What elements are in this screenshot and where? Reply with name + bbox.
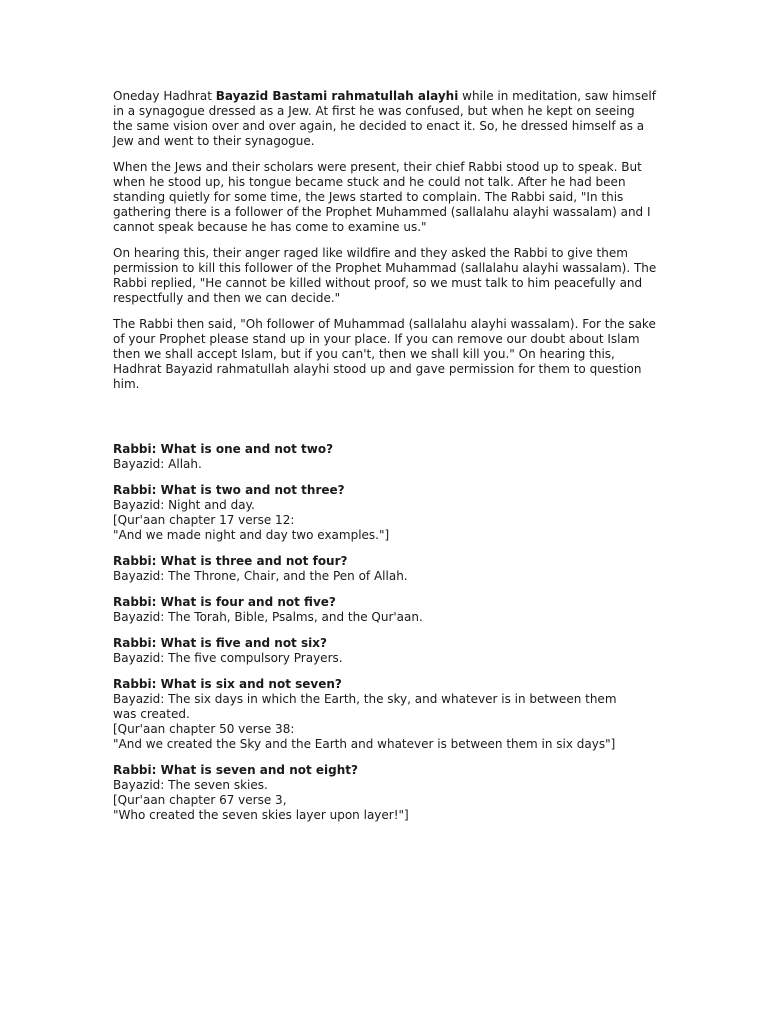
quran-quote: "And we created the Sky and the Earth and whatever is between them in six days"] [113, 737, 616, 751]
intro-paragraph-4: The Rabbi then said, "Oh follower of Muhammad (sallalahu alayhi wassalam). For the sake of your Prophet please stand up in your place. If you can remove our doubt about Islam then we shall accept Islam, but if you can't, then we shall kill you." On hearing this, Hadhrat Bayazid rahmatullah alayhi stood up and gave permission for them to question him. [113, 317, 656, 391]
qa-block-2 [113, 483, 658, 543]
bayazid-answer: Bayazid: The five compulsory Prayers. [113, 651, 343, 665]
bayazid-answer: Bayazid: Allah. [113, 457, 202, 471]
intro-paragraph-3: On hearing this, their anger raged like wildfire and they asked the Rabbi to give them permission to kill this follower of the Prophet Muhammad (sallalahu alayhi wassalam). The Rabbi replied, "He cannot be killed without proof, so we must talk to him peacefully and respectfully and then we can decide." [113, 246, 657, 305]
rabbi-question: Rabbi: What is four and not five? [113, 595, 336, 609]
bayazid-answer: Bayazid: Night and day. [113, 498, 255, 512]
bayazid-answer-continued: was created. [113, 707, 190, 721]
bayazid-answer: Bayazid: The seven skies. [113, 778, 268, 792]
bayazid-answer: Bayazid: The Torah, Bible, Psalms, and the Qur'aan. [113, 610, 423, 624]
bayazid-answer: Bayazid: The Throne, Chair, and the Pen of Allah. [113, 569, 408, 583]
rabbi-question: Rabbi: What is five and not six? [113, 636, 327, 650]
intro-text: Oneday Hadhrat [113, 89, 216, 103]
rabbi-question: Rabbi: What is two and not three? [113, 483, 345, 497]
rabbi-question: Rabbi: What is three and not four? [113, 554, 348, 568]
qa-block-6 [113, 677, 658, 752]
intro-text-continued: while in meditation, saw himself in a synagogue dressed as a Jew. At first he was confused, but when he kept on seeing the same vision over and over again, he decided to enact it. So, he dressed himself as a Jew and went to their synagogue. [113, 89, 656, 148]
quran-reference: [Qur'aan chapter 50 verse 38: [113, 722, 295, 736]
qa-block-1 [113, 442, 658, 472]
qa-block-4 [113, 595, 658, 625]
qa-block-5 [113, 636, 658, 666]
quran-reference: [Qur'aan chapter 17 verse 12: [113, 513, 295, 527]
document-page [113, 89, 658, 834]
bayazid-answer: Bayazid: The six days in which the Earth, the sky, and whatever is in between them [113, 692, 617, 706]
quran-quote: "Who created the seven skies layer upon layer!"] [113, 808, 409, 822]
intro-paragraph-1 [113, 89, 658, 149]
rabbi-question: Rabbi: What is one and not two? [113, 442, 334, 456]
qa-block-7 [113, 763, 658, 823]
quran-quote: "And we made night and day two examples."] [113, 528, 390, 542]
intro-bold-name: Bayazid Bastami rahmatullah alayhi [215, 89, 459, 103]
qa-block-3 [113, 554, 658, 584]
quran-reference: [Qur'aan chapter 67 verse 3, [113, 793, 287, 807]
rabbi-question: Rabbi: What is seven and not eight? [113, 763, 358, 777]
intro-paragraph-2: When the Jews and their scholars were present, their chief Rabbi stood up to speak. But when he stood up, his tongue became stuck and he could not talk. After he had been standing quietly for some time, the Jews started to complain. The Rabbi said, "In this gathering there is a follower of the Prophet Muhammed (sallalahu alayhi wassalam) and I cannot speak because he has come to examine us." [113, 160, 651, 234]
rabbi-question: Rabbi: What is six and not seven? [113, 677, 342, 691]
